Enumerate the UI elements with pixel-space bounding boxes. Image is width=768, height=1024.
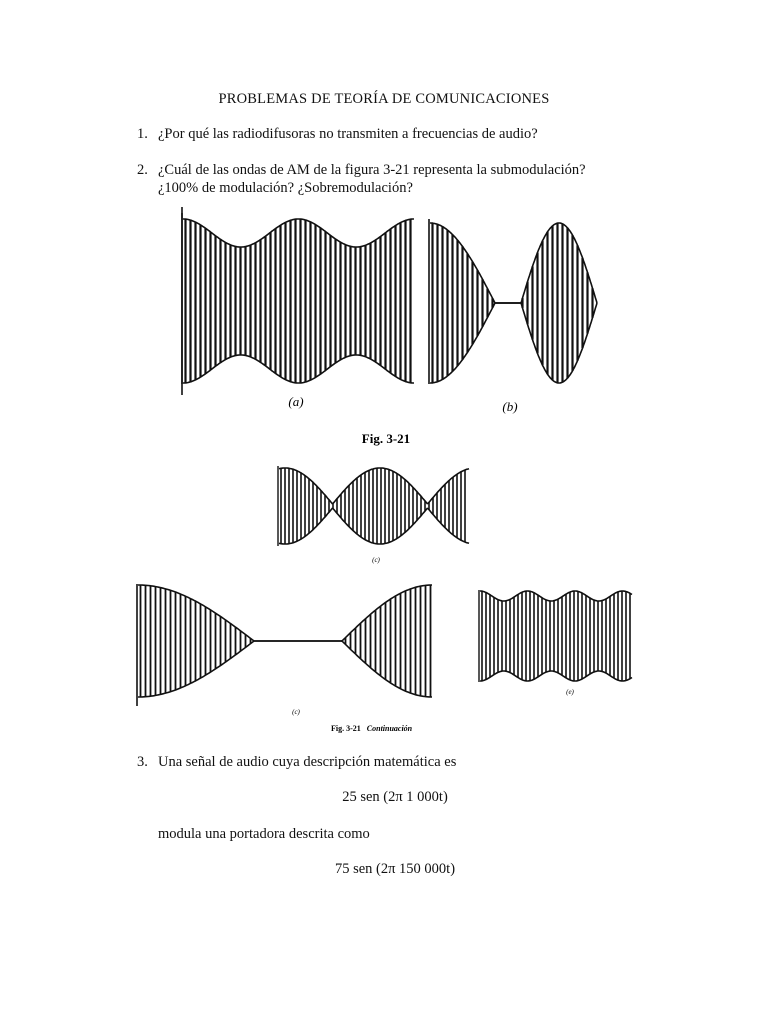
caption-bold: Fig. 3-21 xyxy=(331,724,361,733)
waveform-a xyxy=(182,207,414,395)
question-text: ¿Cuál de las ondas de AM de la figura 3-21 representa la submodulación? xyxy=(158,162,586,178)
label-c: (c) xyxy=(372,556,380,564)
label-b: (b) xyxy=(502,399,518,414)
question-text-line2: ¿100% de modulación? ¿Sobremodulación? xyxy=(158,180,413,196)
label-a: (a) xyxy=(288,394,304,409)
question-number: 2. xyxy=(137,162,148,178)
question-number: 1. xyxy=(137,126,148,142)
envelope-bottom xyxy=(183,355,414,383)
waveform-e xyxy=(479,590,632,682)
body-text: modula una portadora descrita como xyxy=(158,826,370,842)
modulates-carrier-text xyxy=(158,824,370,844)
envelope-top xyxy=(138,585,432,641)
envelope-bottom xyxy=(138,641,432,697)
question-number: 3. xyxy=(137,754,148,770)
question-text: Una señal de audio cuya descripción matemática es xyxy=(158,754,457,770)
label-e: (e) xyxy=(566,688,574,696)
label-d: (c) xyxy=(292,708,300,716)
page-title: PROBLEMAS DE TEORÍA DE COMUNICACIONES xyxy=(218,91,550,107)
figure-caption: Fig. 3-21 xyxy=(361,431,411,446)
equation-carrier: 75 sen (2π 150 000t) xyxy=(334,861,456,877)
figure-caption-continued xyxy=(331,724,413,733)
question-text: ¿Por qué las radiodifusoras no transmiten a frecuencias de audio? xyxy=(158,126,538,142)
caption-italic: Continuación xyxy=(366,724,413,733)
equation-audio: 25 sen (2π 1 000t) xyxy=(342,789,448,805)
envelope-top xyxy=(183,219,414,247)
waveform-c xyxy=(278,466,469,546)
waveform-d xyxy=(137,584,432,706)
waveform-b xyxy=(429,219,597,384)
